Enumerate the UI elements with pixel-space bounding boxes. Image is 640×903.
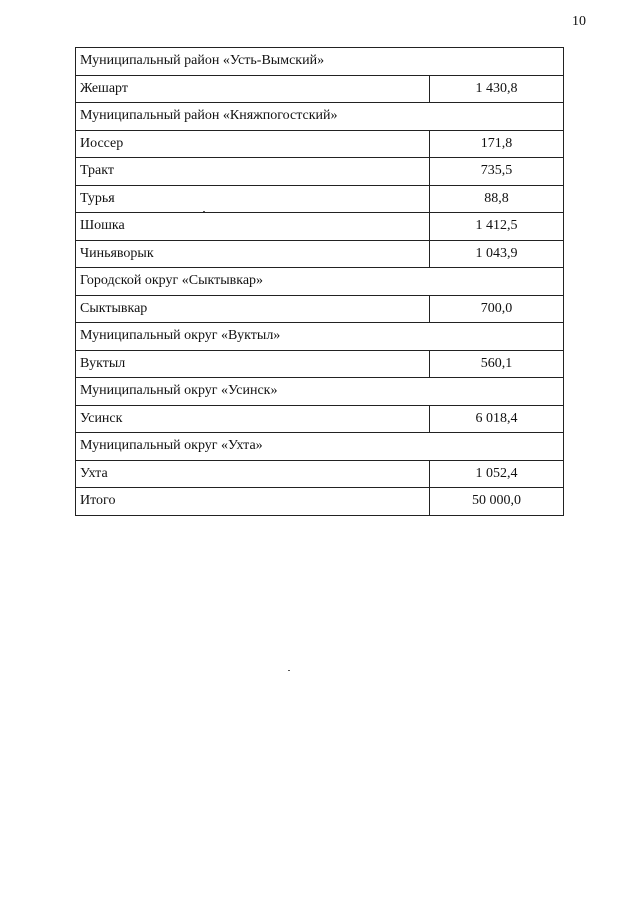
scan-speck <box>288 670 290 671</box>
settlement-name: Сыктывкар <box>76 295 430 323</box>
total-row <box>76 488 564 516</box>
table-row <box>76 240 564 268</box>
table-row <box>76 405 564 433</box>
settlement-name: Ухта <box>76 460 430 488</box>
group-label: Муниципальный округ «Ухта» <box>76 433 564 461</box>
amount-value: 735,5 <box>430 158 564 186</box>
amount-value: 50 000,0 <box>430 488 564 516</box>
amount-value: 700,0 <box>430 295 564 323</box>
settlement-name: Вуктыл <box>76 350 430 378</box>
amount-value: 1 412,5 <box>430 213 564 241</box>
allocation-table <box>75 47 564 516</box>
group-header-row <box>76 268 564 296</box>
amount-value: 1 430,8 <box>430 75 564 103</box>
group-label: Муниципальный округ «Вуктыл» <box>76 323 564 351</box>
settlement-name: Итого <box>76 488 430 516</box>
settlement-name: Усинск <box>76 405 430 433</box>
table-row <box>76 130 564 158</box>
amount-value: 1 043,9 <box>430 240 564 268</box>
scan-speck <box>203 211 205 212</box>
table-row <box>76 295 564 323</box>
group-label: Муниципальный район «Усть-Вымский» <box>76 48 564 76</box>
group-label: Муниципальный район «Княжпогостский» <box>76 103 564 131</box>
group-header-row <box>76 433 564 461</box>
amount-value: 6 018,4 <box>430 405 564 433</box>
group-header-row <box>76 323 564 351</box>
page-number: 10 <box>572 14 586 29</box>
amount-value: 88,8 <box>430 185 564 213</box>
settlement-name: Турья <box>76 185 430 213</box>
table-row <box>76 185 564 213</box>
group-label: Городской округ «Сыктывкар» <box>76 268 564 296</box>
group-header-row <box>76 103 564 131</box>
settlement-name: Чиньяворык <box>76 240 430 268</box>
settlement-name: Жешарт <box>76 75 430 103</box>
amount-value: 1 052,4 <box>430 460 564 488</box>
table-row <box>76 460 564 488</box>
settlement-name: Шошка <box>76 213 430 241</box>
group-header-row <box>76 48 564 76</box>
settlement-name: Иоссер <box>76 130 430 158</box>
table-row <box>76 213 564 241</box>
group-label: Муниципальный округ «Усинск» <box>76 378 564 406</box>
table-body <box>76 48 564 516</box>
table-row <box>76 350 564 378</box>
settlement-name: Тракт <box>76 158 430 186</box>
group-header-row <box>76 378 564 406</box>
amount-value: 171,8 <box>430 130 564 158</box>
amount-value: 560,1 <box>430 350 564 378</box>
table-row <box>76 75 564 103</box>
table-row <box>76 158 564 186</box>
